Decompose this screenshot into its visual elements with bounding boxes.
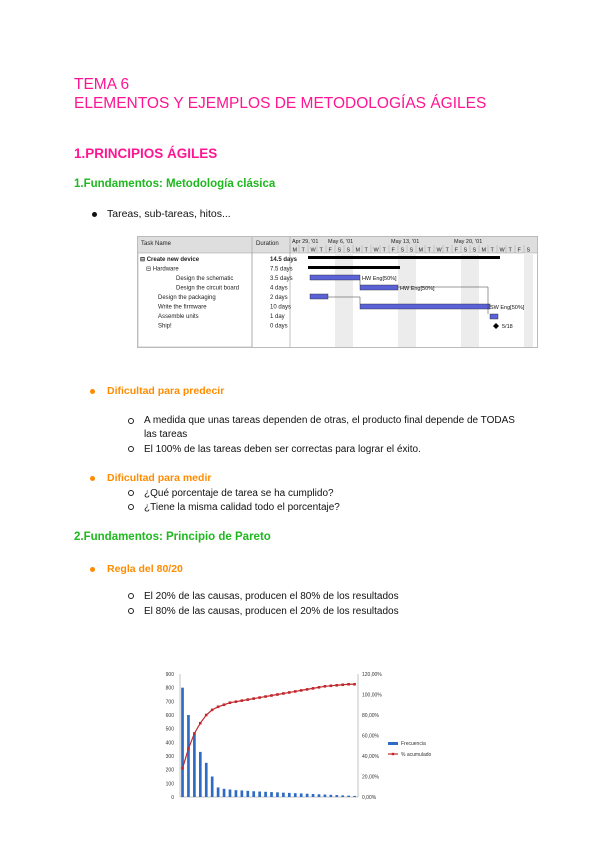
gantt-task-bar <box>360 285 398 290</box>
pareto-cumulative-point <box>181 767 184 770</box>
gantt-task-bar <box>490 314 498 319</box>
gantt-task-duration: 2 days <box>270 295 288 301</box>
measure-item-1: ¿Qué porcentaje de tarea se ha cumplido? <box>128 487 528 501</box>
pareto-legend-swatch <box>388 742 398 745</box>
pareto-legend-label: Frecuencia <box>401 741 426 747</box>
pareto-cumulative-point <box>300 689 303 692</box>
gantt-day-label: T <box>319 247 323 254</box>
pareto-cumulative-point <box>193 732 196 735</box>
gantt-task-duration: 10 days <box>270 304 292 311</box>
pareto-bar <box>264 792 267 797</box>
pareto-cumulative-point <box>199 722 202 725</box>
section-heading-principios: 1.PRINCIPIOS ÁGILES <box>74 146 218 161</box>
gantt-task-duration: 1 day <box>270 314 285 320</box>
gantt-task-bar <box>310 275 360 280</box>
circle-bullet-icon <box>128 418 134 424</box>
pareto-cumulative-point <box>217 706 220 709</box>
pareto-right-tick-label: 40,00% <box>362 754 379 760</box>
pareto-bar <box>294 793 297 797</box>
gantt-bar-label: HW Eng[50%] <box>362 276 397 282</box>
gantt-day-label: S <box>409 247 414 254</box>
pareto-bar <box>241 790 244 797</box>
gantt-day-label: M <box>418 247 424 254</box>
gantt-weekend-shade <box>524 253 533 347</box>
gantt-summary-bar <box>308 266 400 269</box>
pareto-bar <box>306 794 309 797</box>
pareto-cumulative-point <box>252 697 255 700</box>
subheading-metodologia-clasica: 1.Fundamentos: Metodología clásica <box>74 178 276 190</box>
gantt-task-duration: 7.5 days <box>270 266 293 273</box>
pareto-cumulative-point <box>294 690 297 693</box>
circle-bullet-icon <box>128 504 134 510</box>
pareto-bar <box>229 789 232 797</box>
rule-item-1: El 20% de las causas, producen el 80% de los resultados <box>128 590 528 604</box>
pareto-left-tick-label: 100 <box>165 781 174 788</box>
pareto-cumulative-point <box>187 748 190 751</box>
gantt-day-label: F <box>454 247 458 254</box>
gantt-day-label: S <box>526 247 531 254</box>
pareto-bar <box>223 789 226 797</box>
pareto-cumulative-point <box>347 683 350 686</box>
pareto-cumulative-point <box>264 695 267 698</box>
pareto-right-tick-label: 100,00% <box>362 692 382 699</box>
pareto-bar <box>181 688 184 797</box>
gantt-day-label: W <box>436 247 442 254</box>
pareto-cumulative-point <box>211 709 214 712</box>
gantt-task-duration: 0 days <box>270 323 288 330</box>
gantt-task-bar <box>360 304 490 309</box>
pareto-bar <box>288 793 291 797</box>
pareto-cumulative-point <box>282 692 285 695</box>
pareto-right-tick-label: 120,00% <box>362 672 382 678</box>
pareto-bar <box>324 795 327 797</box>
gantt-task-name: Write the firmware <box>158 304 207 311</box>
pareto-cumulative-point <box>353 683 356 686</box>
circle-bullet-icon <box>128 490 134 496</box>
measure-item-2: ¿Tiene la misma calidad todo el porcentaje? <box>128 501 528 515</box>
gantt-task-duration: 14.5 days <box>270 257 298 263</box>
pareto-bar <box>199 752 202 797</box>
pareto-bar <box>282 793 285 797</box>
pareto-cumulative-point <box>241 699 244 702</box>
bullet-regla-80-20: Regla del 80/20 <box>90 563 183 575</box>
gantt-summary-bar <box>308 256 500 259</box>
pareto-cumulative-point <box>258 696 261 699</box>
gantt-day-label: T <box>427 247 431 254</box>
pareto-cumulative-point <box>205 714 208 717</box>
gantt-milestone-label: 5/18 <box>502 324 513 330</box>
pareto-bar <box>330 795 333 797</box>
pareto-right-tick-label: 80,00% <box>362 713 379 719</box>
gantt-col-duration-label: Duration <box>256 241 279 247</box>
bullet-dot-icon <box>90 476 95 481</box>
pareto-bar <box>193 733 196 797</box>
bullet-dot-icon <box>90 567 95 572</box>
gantt-day-label: S <box>463 247 468 254</box>
pareto-cumulative-point <box>312 687 315 690</box>
gantt-weekend-shade <box>470 253 479 347</box>
bullet-dificultad-predecir: Dificultad para predecir <box>90 385 224 397</box>
pareto-cumulative-point <box>270 694 273 697</box>
gantt-day-label: T <box>445 247 449 254</box>
pareto-cumulative-point <box>235 700 238 703</box>
pareto-bar <box>235 790 238 797</box>
gantt-task-name: Assemble units <box>158 314 199 320</box>
gantt-task-name: ⊟ Hardware <box>146 266 179 273</box>
pareto-cumulative-point <box>229 701 232 704</box>
subheading-pareto: 2.Fundamentos: Principio de Pareto <box>74 531 271 543</box>
pareto-left-tick-label: 700 <box>165 699 174 706</box>
rule-item-2: El 80% de las causas, producen el 20% de los resultados <box>128 605 528 619</box>
pareto-legend-marker <box>392 753 394 755</box>
pareto-bar <box>335 795 338 797</box>
pareto-cumulative-point <box>306 688 309 691</box>
pareto-chart <box>140 664 460 806</box>
pareto-bar <box>246 791 249 797</box>
pareto-cumulative-point <box>223 703 226 706</box>
predict-item-2: El 100% de las tareas deben ser correctas para lograr el éxito. <box>128 443 528 457</box>
pareto-cumulative-point <box>324 685 327 688</box>
gantt-task-name: Design the schematic <box>176 276 234 282</box>
bullet-tareas: Tareas, sub-tareas, hitos... <box>92 208 231 220</box>
pareto-bar <box>318 794 321 797</box>
gantt-milestone-icon <box>493 323 499 329</box>
pareto-bar <box>211 777 214 798</box>
doc-title-line2: ELEMENTOS Y EJEMPLOS DE METODOLOGÍAS ÁGILES <box>74 95 487 112</box>
gantt-day-label: F <box>517 247 521 254</box>
pareto-bar <box>347 796 350 797</box>
pareto-bar <box>270 792 273 797</box>
doc-title-line1: TEMA 6 <box>74 76 130 93</box>
pareto-bar <box>187 715 190 797</box>
gantt-day-label: M <box>481 247 487 254</box>
gantt-task-bar <box>310 294 328 299</box>
gantt-svg <box>138 237 537 347</box>
pareto-cumulative-line <box>182 684 354 768</box>
gantt-col-task-label: Task Name <box>141 241 172 247</box>
gantt-week-label: May 6, '01 <box>328 239 354 245</box>
pareto-left-tick-label: 500 <box>165 726 174 733</box>
pareto-right-tick-label: 0,00% <box>362 795 377 801</box>
circle-bullet-icon <box>128 446 134 452</box>
circle-bullet-icon <box>128 593 134 599</box>
gantt-task-duration: 3.5 days <box>270 276 293 282</box>
pareto-bar <box>341 795 344 797</box>
pareto-left-tick-label: 0 <box>171 795 174 801</box>
pareto-bar <box>252 791 255 797</box>
pareto-bar <box>258 792 261 797</box>
gantt-weekend-shade <box>461 253 470 347</box>
pareto-left-tick-label: 900 <box>165 672 174 678</box>
gantt-day-label: S <box>400 247 405 254</box>
pareto-right-tick-label: 20,00% <box>362 774 379 781</box>
gantt-day-label: T <box>490 247 494 254</box>
pareto-cumulative-point <box>330 684 333 687</box>
gantt-week-label: Apr 29, '01 <box>292 239 319 245</box>
gantt-day-label: F <box>391 247 395 254</box>
pareto-right-tick-label: 60,00% <box>362 733 379 740</box>
gantt-day-label: T <box>301 247 305 254</box>
pareto-bar <box>312 794 315 797</box>
pareto-bar <box>276 792 279 797</box>
pareto-left-tick-label: 300 <box>165 754 174 760</box>
bullet-dificultad-medir: Dificultad para medir <box>90 472 211 484</box>
gantt-task-name: Design the circuit board <box>176 285 240 292</box>
pareto-bar <box>217 787 220 797</box>
gantt-weekend-shade <box>407 253 416 347</box>
pareto-left-tick-label: 600 <box>165 713 174 719</box>
bullet-dot-icon <box>92 212 97 217</box>
pareto-cumulative-point <box>318 686 321 689</box>
gantt-day-label: T <box>508 247 512 254</box>
gantt-task-name: Design the packaging <box>158 295 216 301</box>
predict-item-1: A medida que unas tareas dependen de otras, el producto final depende de TODAS las tareas <box>128 414 528 442</box>
pareto-cumulative-point <box>335 684 338 687</box>
gantt-day-label: S <box>337 247 342 254</box>
gantt-task-name: Ship! <box>158 323 172 330</box>
pareto-cumulative-point <box>341 683 344 686</box>
pareto-bar <box>300 793 303 797</box>
gantt-task-name: ⊟ Create new device <box>140 257 200 263</box>
pareto-cumulative-point <box>288 691 291 694</box>
pareto-left-tick-label: 200 <box>165 767 174 774</box>
pareto-bar <box>353 796 356 797</box>
gantt-day-label: T <box>364 247 368 254</box>
circle-bullet-icon <box>128 608 134 614</box>
gantt-bar-label: HW Eng[50%] <box>400 286 435 292</box>
gantt-day-label: M <box>292 247 298 254</box>
pareto-left-tick-label: 800 <box>165 685 174 692</box>
pareto-svg <box>140 664 460 806</box>
gantt-chart <box>137 236 538 348</box>
pareto-left-tick-label: 400 <box>165 740 174 747</box>
gantt-day-label: S <box>346 247 351 254</box>
gantt-day-label: W <box>373 247 379 254</box>
pareto-legend-label: % acumulado <box>401 752 432 758</box>
gantt-day-label: M <box>355 247 361 254</box>
gantt-bar-label: SW Eng[50%] <box>490 305 525 311</box>
gantt-day-label: W <box>499 247 505 254</box>
gantt-day-label: F <box>328 247 332 254</box>
gantt-day-label: T <box>382 247 386 254</box>
bullet-dot-icon <box>90 389 95 394</box>
pareto-bar <box>205 763 208 797</box>
gantt-task-col-bg <box>138 237 252 347</box>
gantt-task-duration: 4 days <box>270 285 288 292</box>
pareto-cumulative-point <box>246 698 249 701</box>
gantt-day-label: S <box>472 247 477 254</box>
gantt-week-label: May 13, '01 <box>391 239 420 245</box>
gantt-day-label: W <box>310 247 316 254</box>
gantt-week-label: May 20, '01 <box>454 239 483 245</box>
pareto-cumulative-point <box>276 693 279 696</box>
